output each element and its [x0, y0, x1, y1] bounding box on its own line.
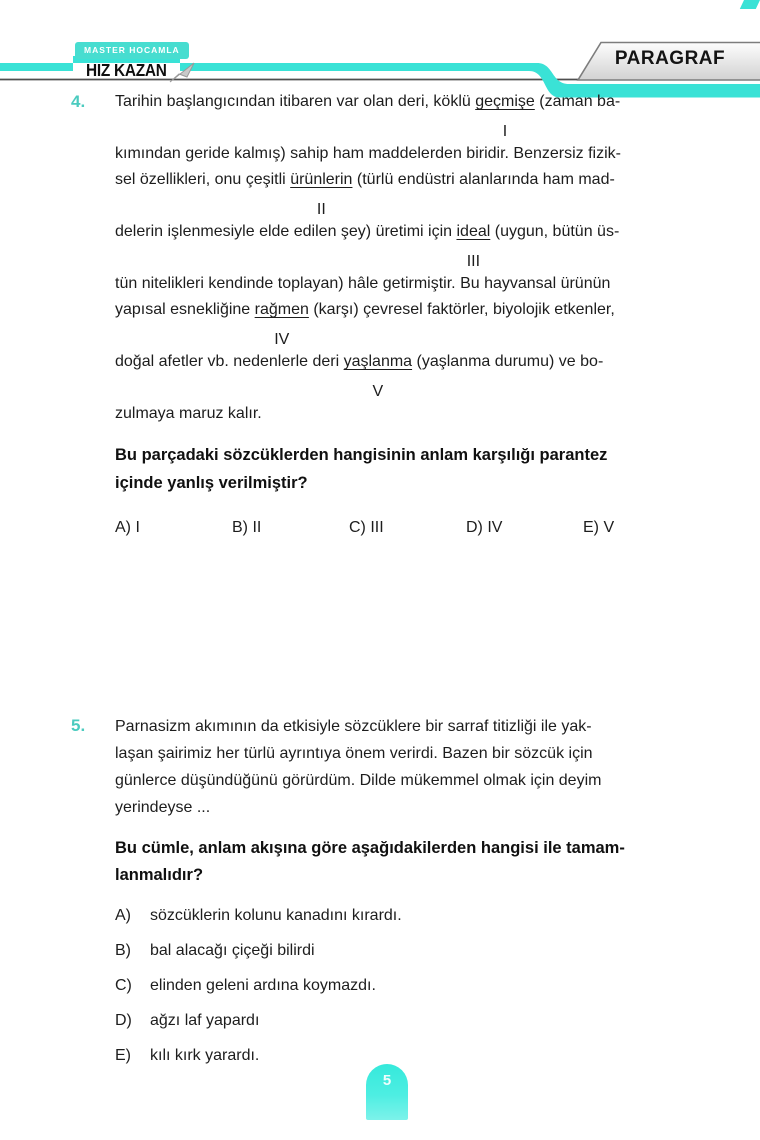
question-5-options [115, 903, 727, 1069]
roman-numeral: V [372, 383, 384, 400]
section-title: PARAGRAF [614, 48, 726, 69]
option-e: E) V [583, 519, 615, 536]
option-c: C) III [349, 519, 384, 536]
passage-line: günlerce düşündüğünü görürdüm. Dilde mükemmel olmak için deyim [115, 772, 602, 789]
arrow-icon [168, 60, 196, 84]
question-number: 5. [71, 716, 86, 735]
question-4-stem: Bu parçadaki sözcüklerden hangisinin anlam karşılığı parantez içinde yanlış verilmiştir? [115, 446, 608, 492]
passage-line: kımından geride kalmış) sahip ham maddelerden biridir. Benzersiz fizik- [115, 145, 621, 162]
question-5 [71, 713, 727, 1069]
passage-line: delerin işlenmesiyle elde edilen şey) üretimi için ideal III (uygun, bütün üs- [115, 219, 727, 245]
passage-line: tün nitelikleri kendinde toplayan) hâle getirmiştir. Bu hayvansal ürünün [115, 275, 611, 292]
question-4-passage [115, 89, 727, 427]
brand-title: HIZ KAZAN [86, 60, 167, 80]
question-number: 4. [71, 92, 86, 111]
page-number-tab [366, 1064, 408, 1120]
option-b: B) bal alacağı çiçeği bilirdi [115, 942, 315, 959]
passage-line: yapısal esnekliğine rağmen IV (karşı) çevresel faktörler, biyolojik etkenler, [115, 297, 727, 323]
passage-line: zulmaya maruz kalır. [115, 405, 262, 422]
underlined-word: ideal [456, 223, 491, 240]
option-a: A) sözcüklerin kolunu kanadını kırardı. [115, 907, 402, 924]
underlined-word: ürünlerin [290, 171, 353, 188]
option-c: C) elinden geleni ardına koymazdı. [115, 977, 376, 994]
underlined-word: yaşlanma [343, 353, 413, 370]
question-5-stem: Bu cümle, anlam akışına göre aşağıdakilerden hangisi ile tamam- lanmalıdır? [115, 839, 625, 884]
passage-line: Parnasizm akımının da etkisiyle sözcüklere bir sarraf titizliği ile yak- [115, 718, 592, 735]
question-5-passage [115, 713, 727, 821]
option-a: A) I [115, 519, 140, 536]
passage-line: doğal afetler vb. nedenlerle deri yaşlanma V (yaşlanma durumu) ve bo- [115, 349, 727, 375]
option-e: E) kılı kırk yarardı. [115, 1047, 260, 1064]
question-4-options [115, 515, 727, 541]
question-4 [71, 89, 727, 541]
roman-numeral: II [316, 201, 326, 218]
passage-line: sel özellikleri, onu çeşitli ürünlerin II (türlü endüstri alanlarında ham mad- [115, 167, 727, 193]
page-header [0, 0, 760, 100]
passage-line: Tarihin başlangıcından itibaren var olan deri, köklü geçmişe I (zaman ba- [115, 89, 727, 115]
option-b: B) II [232, 519, 262, 536]
underlined-word: geçmişe [475, 93, 535, 110]
option-d: D) ağzı laf yapardı [115, 1012, 260, 1029]
roman-numeral: I [502, 123, 508, 140]
passage-line: laşan şairimiz her türlü ayrıntıya önem verirdi. Bazen bir sözcük için [115, 745, 593, 762]
roman-numeral: IV [274, 331, 290, 348]
passage-line: yerindeyse ... [115, 799, 211, 816]
underlined-word: rağmen [254, 301, 309, 318]
content-column [71, 89, 727, 1078]
page-number: 5 [382, 1072, 392, 1089]
brand-badge: MASTER HOCAMLA [75, 42, 189, 59]
roman-numeral: III [466, 253, 481, 270]
option-d: D) IV [466, 519, 503, 536]
